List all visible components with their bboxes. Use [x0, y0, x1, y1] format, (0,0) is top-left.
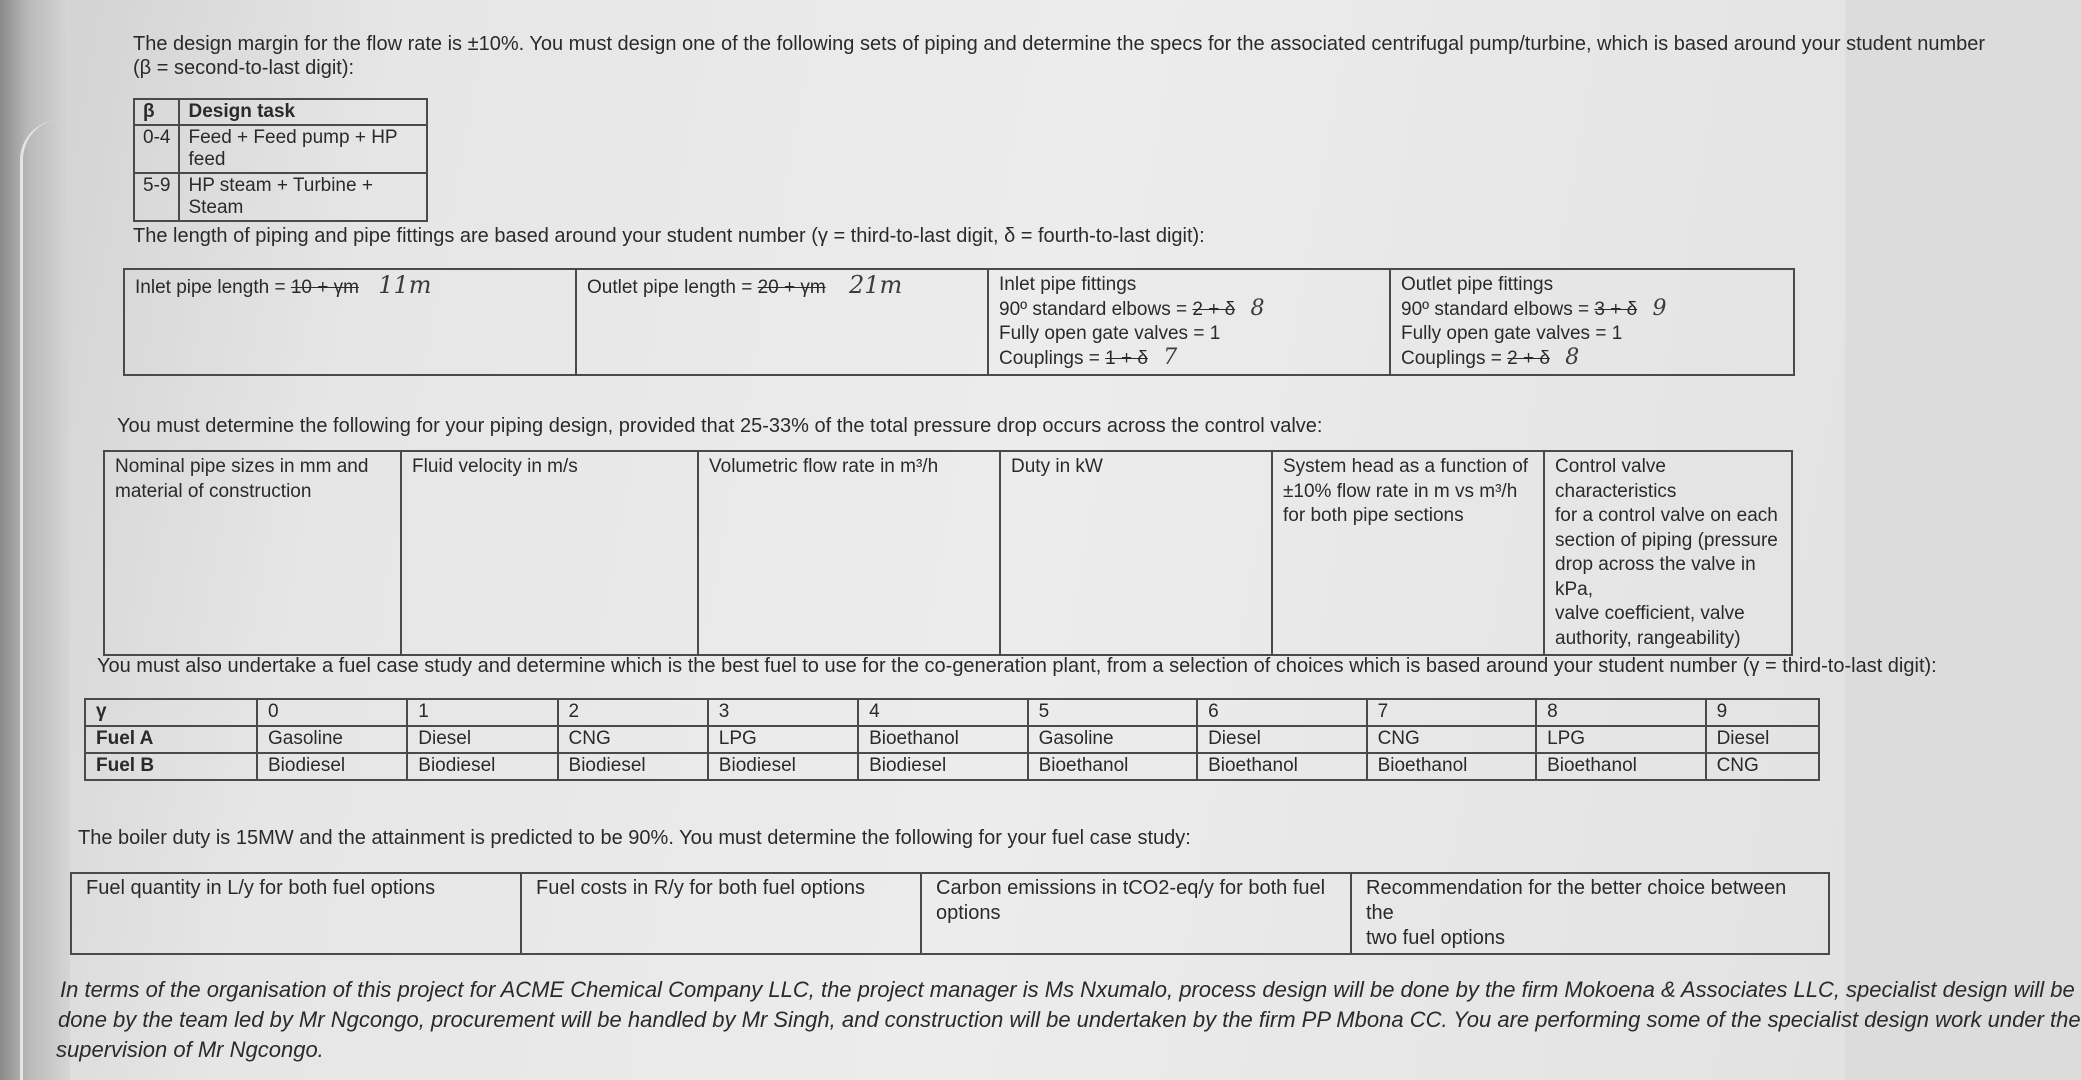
fuel-cell: Bioethanol	[858, 726, 1028, 753]
table-row	[85, 699, 1819, 726]
inlet-couplings-struck: 1 + δ	[1105, 348, 1148, 369]
cell-line: Carbon emissions in tCO2-eq/y for both fuel	[936, 877, 1326, 899]
fuel-cell: Bioethanol	[1536, 753, 1706, 780]
fuel-cell: Biodiesel	[858, 753, 1028, 780]
intro-line-2: (β = second-to-last digit):	[133, 57, 355, 79]
cell-line: for a control valve on each	[1555, 505, 1778, 526]
closing-line-3: supervision of Mr Ngcongo.	[56, 1037, 324, 1062]
cell-line: options	[936, 902, 1001, 924]
table-cell: HP steam + Turbine + Steam	[179, 173, 427, 221]
fuel-a-label: Fuel A	[85, 726, 257, 753]
outlet-length-handwritten: 21m	[849, 271, 903, 299]
outlet-fittings-title: Outlet pipe fittings	[1401, 274, 1554, 295]
cell-line: authority, rangeability)	[1555, 627, 1741, 649]
inlet-elbows-handwritten: 8	[1250, 296, 1265, 321]
outlet-elbows-handwritten: 9	[1652, 296, 1667, 321]
fuel-cell: Bioethanol	[1197, 753, 1367, 780]
table-row	[85, 726, 1819, 753]
inlet-length-struck: 10 + γm	[290, 277, 359, 298]
table-header-cell: β	[134, 99, 179, 125]
digit-cell: 8	[1536, 699, 1706, 726]
fuel-cell: Bioethanol	[1028, 753, 1198, 780]
table-cell: 5-9	[134, 173, 179, 221]
fuel-study-table	[70, 872, 1830, 955]
outlet-length-struck: 20 + γm	[757, 277, 826, 298]
carbon-emissions-cell	[921, 873, 1351, 954]
boiler-intro: The boiler duty is 15MW and the attainment is predicted to be 90%. You must determine the following for your fuel case study:	[78, 827, 1191, 849]
digit-cell: 9	[1706, 699, 1819, 726]
cell-line: valve coefficient, valve	[1555, 603, 1745, 624]
cell-line: section of piping (pressure	[1555, 529, 1778, 551]
fuel-cell: Bioethanol	[1367, 753, 1537, 780]
fuel-intro: You must also undertake a fuel case study and determine which is the best fuel to use for the co-generation plant, from a selection of choices which is based around your student number (γ = third-to-last digit):	[97, 655, 1937, 677]
fuel-cell: CNG	[558, 726, 708, 753]
digit-cell: 2	[558, 699, 708, 726]
outlet-elbows	[1401, 297, 1783, 322]
table-row	[134, 173, 427, 221]
fuel-cell: CNG	[1706, 753, 1819, 780]
fuel-b-label: Fuel B	[85, 753, 257, 780]
fuel-costs-cell: Fuel costs in R/y for both fuel options	[521, 873, 921, 954]
system-head-cell	[1272, 451, 1544, 655]
outlet-valves: Fully open gate valves = 1	[1401, 323, 1623, 344]
control-valve-cell	[1544, 451, 1792, 655]
fuel-cell: Diesel	[1706, 726, 1819, 753]
table-row	[71, 873, 1829, 954]
digit-cell: 1	[407, 699, 557, 726]
closing-line-2: done by the team led by Mr Ngcongo, procurement will be handled by Mr Singh, and construction will be undertaken by the firm PP Mbona CC. You are performing some of the specialist design work under the	[58, 1007, 2081, 1032]
fuel-cell: Diesel	[407, 726, 557, 753]
piping-determination-table	[103, 450, 1793, 656]
digit-cell: 6	[1197, 699, 1367, 726]
table-row	[104, 451, 1792, 655]
determine-intro: You must determine the following for your piping design, provided that 25-33% of the total pressure drop occurs across the control valve:	[117, 415, 1323, 437]
inlet-elbows	[999, 297, 1379, 322]
flow-rate-cell: Volumetric flow rate in m³/h	[698, 451, 1000, 655]
fuel-cell: Biodiesel	[407, 753, 557, 780]
closing-line-1: In terms of the organisation of this project for ACME Chemical Company LLC, the project manager is Ms Nxumalo, process design will be done by the firm Mokoena & Associates LLC, specialist design will be	[60, 977, 2075, 1002]
cell-line: Nominal pipe sizes in mm and	[115, 456, 369, 477]
cell-line: ±10% flow rate in m vs m³/h	[1283, 480, 1518, 502]
outlet-length-label: Outlet pipe length =	[587, 277, 758, 298]
outlet-elbows-struck: 3 + δ	[1594, 299, 1638, 320]
cell-line: System head as a function of	[1283, 456, 1529, 477]
table-row	[85, 753, 1819, 780]
fuel-cell: CNG	[1367, 726, 1537, 753]
outlet-length-cell	[576, 269, 988, 375]
pipe-length-table	[123, 268, 1795, 376]
cell-line: material of construction	[115, 480, 312, 502]
digit-header-label: γ	[85, 699, 257, 726]
pipe-size-cell	[104, 451, 401, 655]
outlet-fittings-cell	[1390, 269, 1794, 375]
inlet-length-cell	[124, 269, 576, 375]
inlet-length-handwritten: 11m	[378, 271, 432, 299]
fuel-cell: Gasoline	[1028, 726, 1198, 753]
inlet-valves: Fully open gate valves = 1	[999, 323, 1221, 344]
outlet-couplings	[1401, 346, 1783, 371]
outlet-couplings-struck: 2 + δ	[1507, 348, 1550, 369]
outlet-couplings-handwritten: 8	[1565, 345, 1580, 370]
fuel-cell: Gasoline	[257, 726, 407, 753]
inlet-fittings-cell	[988, 269, 1390, 375]
digit-cell: 0	[257, 699, 407, 726]
digit-cell: 7	[1367, 699, 1537, 726]
fuel-cell: Biodiesel	[257, 753, 407, 780]
intro-line-1: The design margin for the flow rate is ±10%. You must design one of the following sets of piping and determine the specs for the associated centrifugal pump/turbine, which is based around your student number	[133, 33, 1986, 55]
fuel-options-table	[84, 698, 1820, 781]
table-cell: 0-4	[134, 125, 179, 173]
outlet-couplings-label: Couplings =	[1401, 348, 1508, 369]
inlet-couplings	[999, 346, 1379, 371]
cell-line: Control valve characteristics	[1555, 456, 1677, 502]
inlet-couplings-label: Couplings =	[999, 348, 1106, 369]
fuel-quantity-cell: Fuel quantity in L/y for both fuel options	[71, 873, 521, 954]
fuel-cell: Diesel	[1197, 726, 1367, 753]
inlet-elbows-struck: 2 + δ	[1192, 299, 1236, 320]
digit-cell: 4	[858, 699, 1028, 726]
digit-cell: 3	[708, 699, 858, 726]
table-row	[124, 269, 1794, 375]
table-row	[134, 125, 427, 173]
length-intro: The length of piping and pipe fittings are based around your student number (γ = third-to-last digit, δ = fourth-to-last digit):	[133, 225, 1205, 247]
outlet-elbows-label: 90º standard elbows =	[1401, 299, 1595, 320]
cell-line: two fuel options	[1366, 927, 1505, 949]
inlet-length-label: Inlet pipe length =	[135, 277, 291, 298]
table-row	[134, 99, 427, 125]
velocity-cell: Fluid velocity in m/s	[401, 451, 698, 655]
cell-line: Recommendation for the better choice between the	[1366, 877, 1787, 924]
recommendation-cell	[1351, 873, 1829, 954]
inlet-couplings-handwritten: 7	[1163, 345, 1178, 370]
inlet-fittings-title: Inlet pipe fittings	[999, 274, 1137, 295]
cell-line: drop across the valve in kPa,	[1555, 554, 1756, 600]
fuel-cell: Biodiesel	[708, 753, 858, 780]
table-cell: Feed + Feed pump + HP feed	[179, 125, 427, 173]
duty-cell: Duty in kW	[1000, 451, 1272, 655]
cell-line: for both pipe sections	[1283, 505, 1464, 526]
fuel-cell: LPG	[708, 726, 858, 753]
table-header-cell: Design task	[179, 99, 427, 125]
beta-design-table	[133, 98, 428, 222]
inlet-elbows-label: 90º standard elbows =	[999, 299, 1193, 320]
fuel-cell: LPG	[1536, 726, 1706, 753]
fuel-cell: Biodiesel	[558, 753, 708, 780]
digit-cell: 5	[1028, 699, 1198, 726]
